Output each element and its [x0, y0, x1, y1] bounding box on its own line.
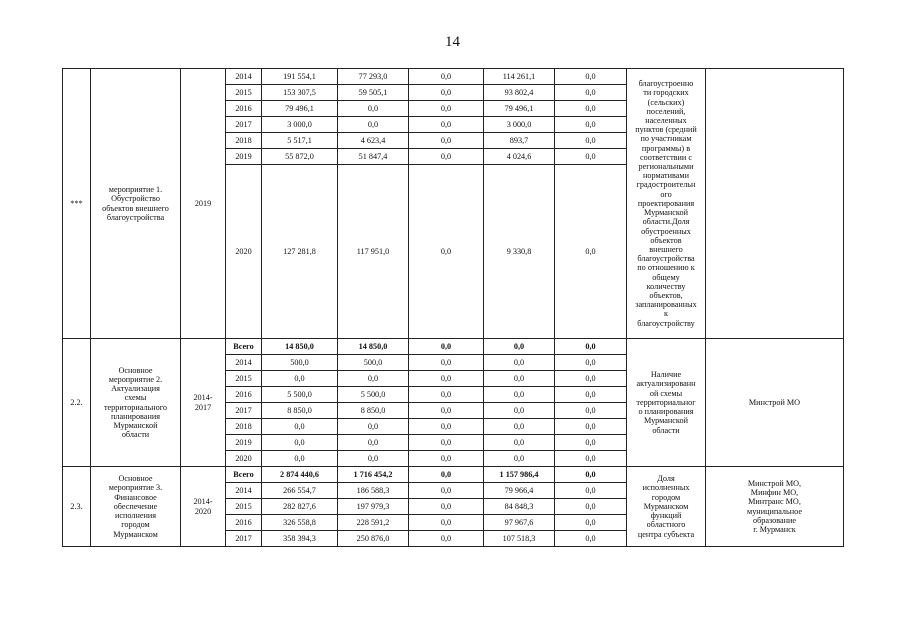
other-sources-value: 0,0 [555, 371, 627, 387]
local-budget-value: 0,0 [484, 355, 555, 371]
other-sources-value: 0,0 [555, 355, 627, 371]
total-value: 127 281,8 [262, 165, 338, 339]
total-value: 5 500,0 [262, 387, 338, 403]
other-sources-value: 0,0 [555, 339, 627, 355]
total-value: 2 874 440,6 [262, 467, 338, 483]
regional-budget-value: 0,0 [338, 435, 409, 451]
executor [706, 69, 844, 339]
federal-budget-value: 0,0 [409, 101, 484, 117]
local-budget-value: 893,7 [484, 133, 555, 149]
other-sources-value: 0,0 [555, 101, 627, 117]
local-budget-value: 0,0 [484, 387, 555, 403]
regional-budget-value: 4 623,4 [338, 133, 409, 149]
federal-budget-value: 0,0 [409, 133, 484, 149]
year-cell: Всего [226, 467, 262, 483]
total-value: 153 307,5 [262, 85, 338, 101]
period: 2014- 2020 [181, 467, 226, 547]
local-budget-value: 0,0 [484, 339, 555, 355]
period: 2014- 2017 [181, 339, 226, 467]
other-sources-value: 0,0 [555, 435, 627, 451]
measure-name: Основное мероприятие 2. Актуализация схемы территориального планирования Мурманской области [91, 339, 181, 467]
regional-budget-value: 117 951,0 [338, 165, 409, 339]
other-sources-value: 0,0 [555, 165, 627, 339]
federal-budget-value: 0,0 [409, 467, 484, 483]
year-cell: 2019 [226, 149, 262, 165]
regional-budget-value: 0,0 [338, 117, 409, 133]
year-cell: Всего [226, 339, 262, 355]
target-indicator: Доля исполненных городом Мурманском функций областного центра субъекта [627, 467, 706, 547]
total-value: 8 850,0 [262, 403, 338, 419]
program-table [62, 68, 844, 547]
other-sources-value: 0,0 [555, 117, 627, 133]
total-value: 326 558,8 [262, 515, 338, 531]
executor: Минстрой МО, Минфин МО, Минтранс МО, муниципальное образование г. Мурманск [706, 467, 844, 547]
total-value: 358 394,3 [262, 531, 338, 547]
total-value: 14 850,0 [262, 339, 338, 355]
federal-budget-value: 0,0 [409, 435, 484, 451]
federal-budget-value: 0,0 [409, 387, 484, 403]
federal-budget-value: 0,0 [409, 355, 484, 371]
federal-budget-value: 0,0 [409, 499, 484, 515]
table-row [63, 339, 844, 355]
local-budget-value: 84 848,3 [484, 499, 555, 515]
other-sources-value: 0,0 [555, 419, 627, 435]
local-budget-value: 79 966,4 [484, 483, 555, 499]
total-value: 0,0 [262, 451, 338, 467]
other-sources-value: 0,0 [555, 515, 627, 531]
year-cell: 2015 [226, 371, 262, 387]
federal-budget-value: 0,0 [409, 515, 484, 531]
regional-budget-value: 197 979,3 [338, 499, 409, 515]
year-cell: 2020 [226, 451, 262, 467]
federal-budget-value: 0,0 [409, 85, 484, 101]
other-sources-value: 0,0 [555, 403, 627, 419]
year-cell: 2018 [226, 133, 262, 149]
target-indicator: Наличие актуализированн ой схемы территориальног о планирования Мурманской области [627, 339, 706, 467]
total-value: 55 872,0 [262, 149, 338, 165]
federal-budget-value: 0,0 [409, 531, 484, 547]
page-number: 14 [445, 34, 460, 50]
total-value: 5 517,1 [262, 133, 338, 149]
federal-budget-value: 0,0 [409, 165, 484, 339]
target-indicator: благоустроенно ти городских (сельских) поселений, населенных пунктов (средний по участникам программы) в соответствии с региональными нормативами градостроительн ого проектирования Мурманской области.Доля обустроенных объектов внешнего благоустройства по отношению к общему количеству объектов, запланированных к благоустройству [627, 69, 706, 339]
regional-budget-value: 1 716 454,2 [338, 467, 409, 483]
period: 2019 [181, 69, 226, 339]
local-budget-value: 0,0 [484, 403, 555, 419]
other-sources-value: 0,0 [555, 85, 627, 101]
local-budget-value: 0,0 [484, 371, 555, 387]
year-cell: 2014 [226, 355, 262, 371]
table-row [63, 467, 844, 483]
local-budget-value: 0,0 [484, 435, 555, 451]
year-cell: 2017 [226, 403, 262, 419]
year-cell: 2019 [226, 435, 262, 451]
local-budget-value: 1 157 986,4 [484, 467, 555, 483]
regional-budget-value: 500,0 [338, 355, 409, 371]
federal-budget-value: 0,0 [409, 117, 484, 133]
federal-budget-value: 0,0 [409, 451, 484, 467]
federal-budget-value: 0,0 [409, 403, 484, 419]
other-sources-value: 0,0 [555, 451, 627, 467]
year-cell: 2016 [226, 101, 262, 117]
total-value: 282 827,6 [262, 499, 338, 515]
total-value: 500,0 [262, 355, 338, 371]
total-value: 266 554,7 [262, 483, 338, 499]
regional-budget-value: 51 847,4 [338, 149, 409, 165]
year-cell: 2015 [226, 499, 262, 515]
regional-budget-value: 8 850,0 [338, 403, 409, 419]
federal-budget-value: 0,0 [409, 371, 484, 387]
regional-budget-value: 250 876,0 [338, 531, 409, 547]
other-sources-value: 0,0 [555, 133, 627, 149]
total-value: 0,0 [262, 419, 338, 435]
federal-budget-value: 0,0 [409, 69, 484, 85]
regional-budget-value: 0,0 [338, 451, 409, 467]
local-budget-value: 97 967,6 [484, 515, 555, 531]
regional-budget-value: 0,0 [338, 419, 409, 435]
other-sources-value: 0,0 [555, 499, 627, 515]
regional-budget-value: 0,0 [338, 101, 409, 117]
table-row [63, 69, 844, 85]
measure-name: мероприятие 1. Обустройство объектов внешнего благоустройства [91, 69, 181, 339]
measure-name: Основное мероприятие 3. Финансовое обеспечение исполнения городом Мурманском [91, 467, 181, 547]
local-budget-value: 114 261,1 [484, 69, 555, 85]
regional-budget-value: 228 591,2 [338, 515, 409, 531]
local-budget-value: 0,0 [484, 451, 555, 467]
regional-budget-value: 59 505,1 [338, 85, 409, 101]
total-value: 3 000,0 [262, 117, 338, 133]
regional-budget-value: 0,0 [338, 371, 409, 387]
total-value: 0,0 [262, 371, 338, 387]
local-budget-value: 4 024,6 [484, 149, 555, 165]
total-value: 79 496,1 [262, 101, 338, 117]
total-value: 191 554,1 [262, 69, 338, 85]
federal-budget-value: 0,0 [409, 149, 484, 165]
year-cell: 2017 [226, 531, 262, 547]
year-cell: 2014 [226, 483, 262, 499]
federal-budget-value: 0,0 [409, 419, 484, 435]
federal-budget-value: 0,0 [409, 339, 484, 355]
regional-budget-value: 186 588,3 [338, 483, 409, 499]
year-cell: 2020 [226, 165, 262, 339]
local-budget-value: 93 802,4 [484, 85, 555, 101]
local-budget-value: 0,0 [484, 419, 555, 435]
regional-budget-value: 5 500,0 [338, 387, 409, 403]
local-budget-value: 107 518,3 [484, 531, 555, 547]
year-cell: 2015 [226, 85, 262, 101]
local-budget-value: 9 330,8 [484, 165, 555, 339]
federal-budget-value: 0,0 [409, 483, 484, 499]
executor: Минстрой МО [706, 339, 844, 467]
local-budget-value: 3 000,0 [484, 117, 555, 133]
other-sources-value: 0,0 [555, 69, 627, 85]
regional-budget-value: 14 850,0 [338, 339, 409, 355]
year-cell: 2014 [226, 69, 262, 85]
other-sources-value: 0,0 [555, 387, 627, 403]
row-number: 2.3. [63, 467, 91, 547]
year-cell: 2016 [226, 515, 262, 531]
total-value: 0,0 [262, 435, 338, 451]
row-number: *** [63, 69, 91, 339]
row-number: 2.2. [63, 339, 91, 467]
other-sources-value: 0,0 [555, 483, 627, 499]
other-sources-value: 0,0 [555, 531, 627, 547]
year-cell: 2017 [226, 117, 262, 133]
year-cell: 2018 [226, 419, 262, 435]
year-cell: 2016 [226, 387, 262, 403]
regional-budget-value: 77 293,0 [338, 69, 409, 85]
other-sources-value: 0,0 [555, 149, 627, 165]
local-budget-value: 79 496,1 [484, 101, 555, 117]
other-sources-value: 0,0 [555, 467, 627, 483]
